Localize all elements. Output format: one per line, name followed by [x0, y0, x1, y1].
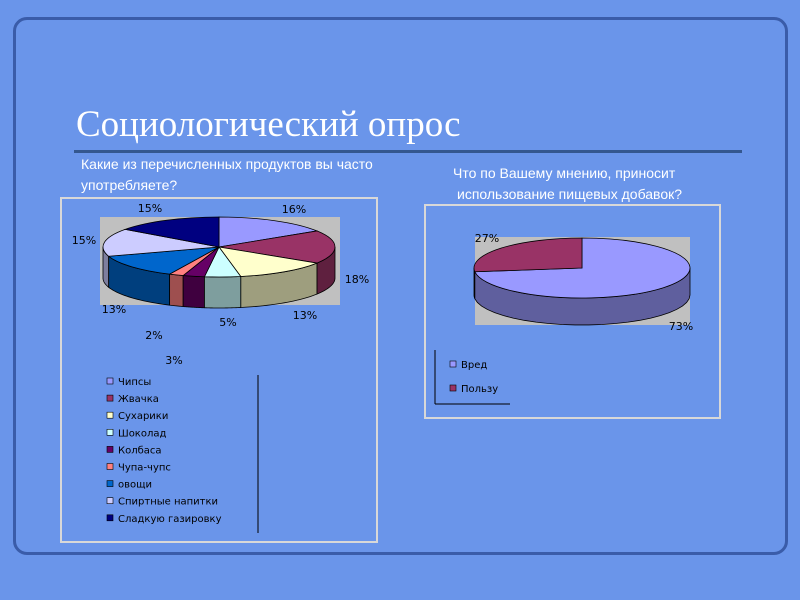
chart1-data-label: 18% — [344, 273, 370, 286]
chart1-legend-swatch — [107, 498, 113, 504]
chart1-data-label: 15% — [71, 234, 97, 247]
chart1-data-label: 2% — [145, 329, 163, 342]
chart1-data-label: 15% — [137, 202, 163, 215]
chart1-data-label: 13% — [101, 303, 127, 316]
chart1-data-label: 16% — [281, 203, 307, 216]
chart1-legend-label: Чупа-чупс — [118, 462, 171, 474]
chart2-legend-label: Вред — [461, 360, 488, 371]
chart1-legend-swatch — [107, 464, 113, 470]
chart1-legend-swatch — [107, 395, 113, 401]
chart2-data-label: 27% — [474, 232, 500, 245]
chart1-data-label: 13% — [292, 309, 318, 322]
slide-title: Социологический опрос — [76, 104, 461, 145]
chart1-legend-swatch — [107, 515, 113, 521]
chart1-legend-swatch — [107, 378, 113, 384]
chart1-legend-label: Сухарики — [118, 411, 169, 423]
chart1-data-label: 3% — [165, 354, 183, 367]
chart1-pie — [103, 217, 335, 308]
chart1-legend-swatch — [107, 481, 113, 487]
chart2-pie — [474, 238, 690, 325]
chart1-legend-swatch — [107, 429, 113, 435]
chart2-legend-label: Пользу — [461, 384, 499, 395]
chart2-legend-swatch — [450, 361, 456, 367]
question-2-line-1: Что по Вашему мнению, приносит — [453, 165, 676, 181]
chart1-data-label: 5% — [219, 316, 237, 329]
question-2-line-2: использование пищевых добавок? — [457, 186, 683, 202]
chart2-legend-swatch — [450, 385, 456, 391]
question-1: Какие из перечисленных продуктов вы часто употребляете? — [81, 156, 373, 193]
chart1-slice-side-5 — [170, 274, 184, 306]
chart1-slice-side-3 — [204, 276, 240, 308]
chart1-legend-label: Сладкую газировку — [118, 513, 222, 525]
chart1-legend-label: Колбаса — [118, 445, 162, 457]
chart2-data-label: 73% — [668, 320, 694, 333]
chart1-legend-swatch — [107, 446, 113, 452]
chart1-legend-label: Жвачка — [118, 394, 159, 406]
chart1-slice-side-4 — [183, 276, 204, 308]
chart1-legend-swatch — [107, 412, 113, 418]
chart1-legend-label: овощи — [118, 479, 153, 491]
chart1-legend-label: Чипсы — [118, 377, 152, 388]
chart1-legend-label: Спиртные напитки — [118, 496, 219, 508]
chart1-legend-label: Шоколад — [118, 428, 167, 440]
